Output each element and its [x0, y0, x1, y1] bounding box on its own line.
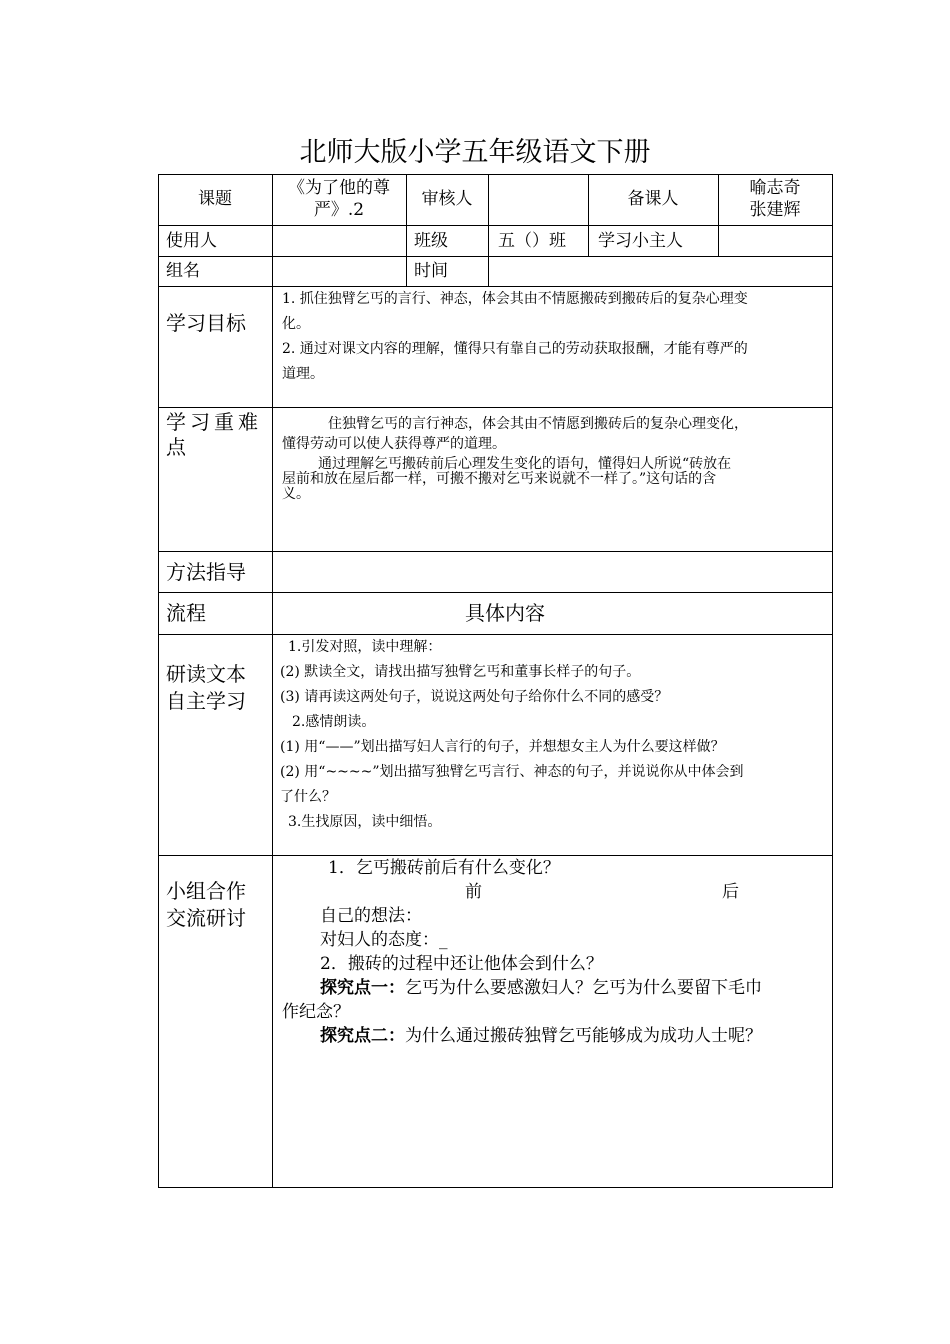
- objective-line: 1. 抓住独臂乞丐的言行、神态，体会其由不情愿搬砖到搬砖后的复杂心理变: [282, 291, 748, 307]
- explore-point-label: 探究点一：: [320, 978, 405, 998]
- objective-line: 化。: [282, 316, 310, 332]
- attitude-label: 对妇人的态度：_: [320, 930, 448, 950]
- topic-value-line: 《为了他的尊: [288, 178, 390, 199]
- table-rule: [158, 1187, 833, 1188]
- before-label: 前: [465, 882, 482, 902]
- self-study-content: [280, 635, 830, 835]
- group-question: 1．乞丐搬砖前后有什么变化？: [328, 858, 560, 878]
- explore-point-label: 探究点二：: [320, 1026, 405, 1046]
- preparer-value: [718, 174, 832, 225]
- preparer-label: 备课人: [627, 188, 679, 209]
- key-point-line: 义。: [282, 486, 310, 502]
- explore-point-text: 为什么通过搬砖独臂乞丐能够成为成功人士呢？: [405, 1026, 762, 1046]
- topic-label: 课题: [198, 188, 232, 209]
- preparer-name: 张建辉: [749, 199, 801, 220]
- content-header: 具体内容: [465, 601, 545, 625]
- key-point-line: 通过理解乞丐搬砖前后心理发生变化的语句，懂得妇人所说“砖放在: [318, 456, 732, 472]
- topic-value: [272, 174, 406, 225]
- method-label: 方法指导: [166, 560, 246, 584]
- explore-point-one: [282, 976, 830, 1000]
- class-value: 五（）班: [498, 231, 566, 251]
- self-study-line: 2.感情朗读。: [292, 714, 376, 730]
- self-study-line: (2) 默读全文，请找出描写独臂乞丐和董事长样子的句子。: [280, 664, 641, 680]
- self-study-line: 1.引发对照，读中理解：: [288, 639, 442, 655]
- time-label: 时间: [414, 261, 448, 281]
- reviewer-label: 审核人: [421, 188, 473, 209]
- group-work-label: [166, 878, 272, 932]
- group-work-content: [282, 856, 830, 1048]
- objective-line: 2. 通过对课文内容的理解，懂得只有靠自己的劳动获取报酬，才能有尊严的: [282, 341, 748, 357]
- explore-point-text: 乞丐为什么要感激妇人？乞丐为什么要留下毛巾: [405, 978, 762, 998]
- self-study-label-line: 研读文本: [166, 662, 246, 686]
- group-label: 组名: [166, 261, 200, 281]
- key-point-line: 住独臂乞丐的言行神态，体会其由不情愿到搬砖后的复杂心理变化，: [328, 416, 748, 432]
- objective-line: 道理。: [282, 366, 324, 382]
- table-rule: [832, 174, 833, 1188]
- self-study-label: [166, 661, 272, 715]
- topic-value-line: 严》.2: [313, 199, 365, 220]
- key-points-label-line: 学习重难: [166, 410, 262, 434]
- own-thoughts-label: 自己的想法：: [320, 906, 422, 926]
- key-points-content: [282, 414, 828, 502]
- self-study-line: 3.生找原因，读中细悟。: [288, 814, 442, 830]
- lesson-plan-table: [158, 174, 833, 1188]
- before-after-row: [282, 880, 830, 904]
- group-work-label-line: 小组合作: [166, 879, 246, 903]
- key-point-line: 懂得劳动可以使人获得尊严的道理。: [282, 436, 506, 452]
- self-study-line: 了什么？: [280, 789, 336, 805]
- self-study-label-line: 自主学习: [166, 689, 246, 713]
- reviewer-value: [488, 174, 588, 225]
- table-rule: [272, 174, 273, 1188]
- self-study-line: (2) 用“~~~~”划出描写独臂乞丐言行、神态的句子，并说说你从中体会到: [280, 764, 744, 780]
- explore-point-one-cont: 作纪念？: [282, 1002, 350, 1022]
- user-label: 使用人: [166, 231, 217, 251]
- group-question: 2．搬砖的过程中还让他体会到什么？: [320, 954, 603, 974]
- host-label: 学习小主人: [598, 231, 683, 251]
- objectives-content: [282, 287, 828, 387]
- process-label: 流程: [166, 601, 206, 625]
- objectives-label: 学习目标: [166, 311, 246, 335]
- self-study-line: (1) 用“——”划出描写妇人言行的句子，并想想女主人为什么要这样做？: [280, 739, 725, 755]
- document-title: 北师大版小学五年级语文下册: [299, 137, 651, 168]
- group-work-label-line: 交流研讨: [166, 906, 246, 930]
- key-point-line: 屋前和放在屋后都一样，可搬不搬对乞丐来说就不一样了。”这句话的含: [282, 471, 717, 487]
- class-label: 班级: [414, 231, 448, 251]
- explore-point-two: [282, 1024, 830, 1048]
- key-points-label-line: 点: [166, 435, 186, 459]
- key-points-label: [166, 410, 272, 460]
- table-rule: [158, 174, 159, 1188]
- after-label: 后: [722, 882, 739, 902]
- preparer-name: 喻志奇: [749, 178, 801, 199]
- self-study-line: (3) 请再读这两处句子，说说这两处句子给你什么不同的感受？: [280, 689, 669, 705]
- table-rule: [158, 407, 833, 408]
